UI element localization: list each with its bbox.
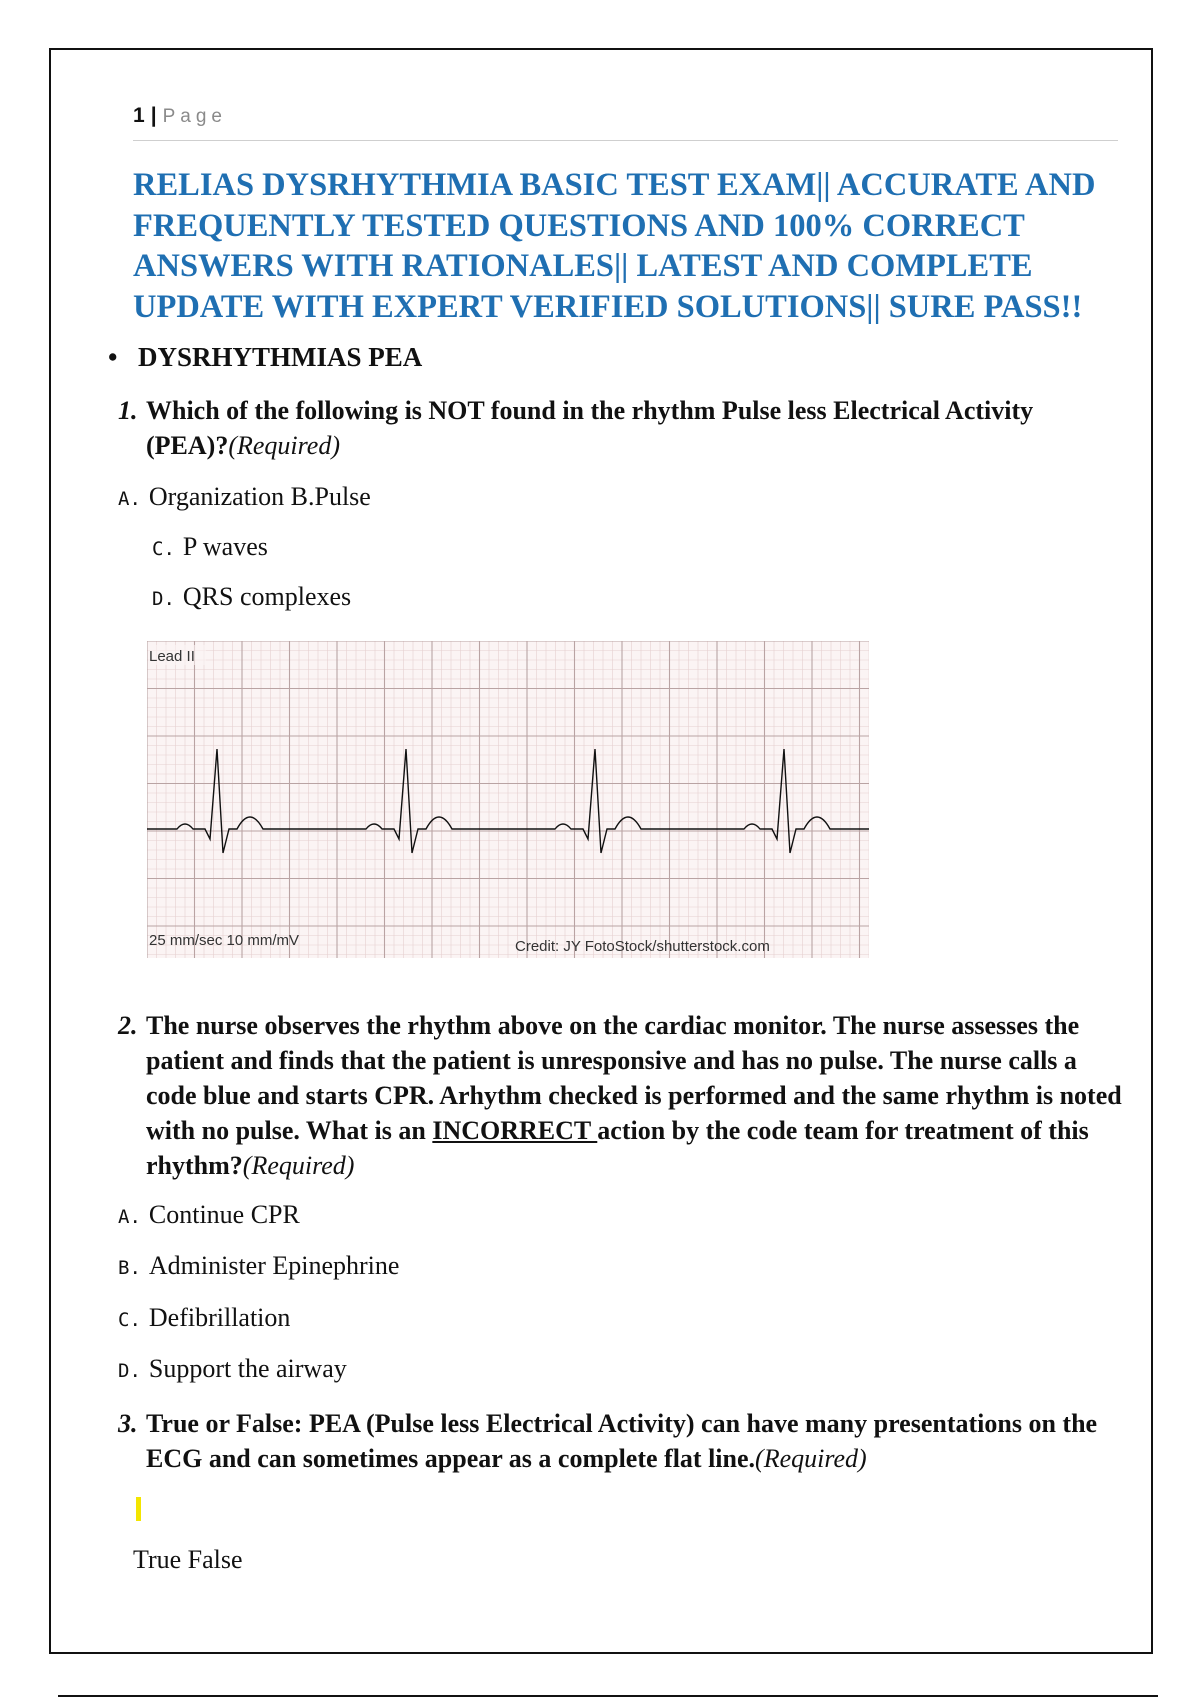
page-separator: |: [150, 104, 157, 127]
option-letter: D.: [152, 588, 175, 610]
page-number: 1: [133, 104, 145, 127]
q2-option-d[interactable]: [118, 1354, 347, 1384]
required-label: (Required): [755, 1444, 867, 1473]
question-text: [118, 1406, 1128, 1476]
question-number: 3.: [118, 1409, 138, 1438]
underlined-keyword: INCORRECT: [432, 1116, 598, 1145]
ecg-credit: Credit: JY FotoStock/shutterstock.com: [515, 938, 770, 955]
option-text: P waves: [182, 532, 268, 561]
section-heading: DYSRHYTHMIAS PEA: [138, 342, 423, 372]
option-letter: D.: [118, 1360, 141, 1382]
required-label: (Required): [228, 431, 340, 460]
q1-option-a[interactable]: [118, 482, 371, 512]
q2-option-a[interactable]: [118, 1200, 300, 1230]
required-label: (Required): [242, 1151, 355, 1180]
page-header: [133, 104, 1118, 141]
text-cursor-highlight: [136, 1497, 141, 1521]
document-title: RELIAS DYSRHYTHMIA BASIC TEST EXAM|| ACCURATE AND FREQUENTLY TESTED QUESTIONS AND 100% CORRECT ANSWERS WITH RATIONALES|| LATEST AND COMPLETE UPDATE WITH EXPERT VERIFIED SOLUTIONS|| SURE PASS!!: [133, 167, 1096, 325]
ecg-lead-label: Lead II: [149, 648, 195, 665]
question-3: [118, 1406, 1128, 1476]
option-letter: A.: [118, 1206, 141, 1228]
option-letter: A.: [118, 488, 141, 510]
ecg-strip-image: [147, 641, 869, 958]
ecg-scale-label: 25 mm/sec 10 mm/mV: [149, 932, 300, 949]
question-text: [118, 393, 1118, 463]
question-number: 1.: [118, 396, 138, 425]
option-text: Support the airway: [148, 1354, 347, 1383]
option-letter: C.: [152, 538, 175, 560]
q2-option-c[interactable]: [118, 1303, 290, 1333]
option-text: Administer Epinephrine: [148, 1251, 400, 1280]
q1-option-c[interactable]: [152, 532, 268, 562]
option-text: Organization B.Pulse: [148, 482, 371, 511]
question-number: 2.: [118, 1011, 138, 1040]
question-body: True or False: PEA (Pulse less Electrical Activity) can have many presentations on the ECG and can sometimes appear as a complete flat line.: [146, 1409, 1098, 1473]
page-word: Page: [162, 106, 227, 127]
true-false-answers[interactable]: True False: [133, 1545, 243, 1574]
question-1: [118, 393, 1118, 463]
question-text: [118, 1008, 1128, 1183]
bullet-icon: •: [108, 342, 118, 372]
q1-option-d[interactable]: [152, 582, 351, 612]
option-text: QRS complexes: [182, 582, 352, 611]
option-text: Continue CPR: [148, 1200, 300, 1229]
question-2: [118, 1008, 1128, 1183]
question-body-end: action by the code team for treatment of this rhythm?: [146, 1116, 1089, 1180]
q2-option-b[interactable]: [118, 1251, 399, 1281]
option-text: Defibrillation: [148, 1303, 291, 1332]
bottom-rule: [58, 1695, 1158, 1697]
question-body-start: The nurse observes the rhythm above on the cardiac monitor. The nurse assesses the patient and finds that the patient is unresponsive and has no pulse. The nurse calls a code blue and starts CPR. Arhythm checked is performed and the same rhythm is noted with no pulse. What is an: [146, 1011, 1122, 1145]
option-letter: C.: [118, 1309, 141, 1331]
question-body: Which of the following is NOT found in the rhythm Pulse less Electrical Activity (PEA)?: [146, 396, 1034, 460]
option-letter: B.: [118, 1257, 141, 1279]
section-heading-row: [108, 342, 422, 373]
